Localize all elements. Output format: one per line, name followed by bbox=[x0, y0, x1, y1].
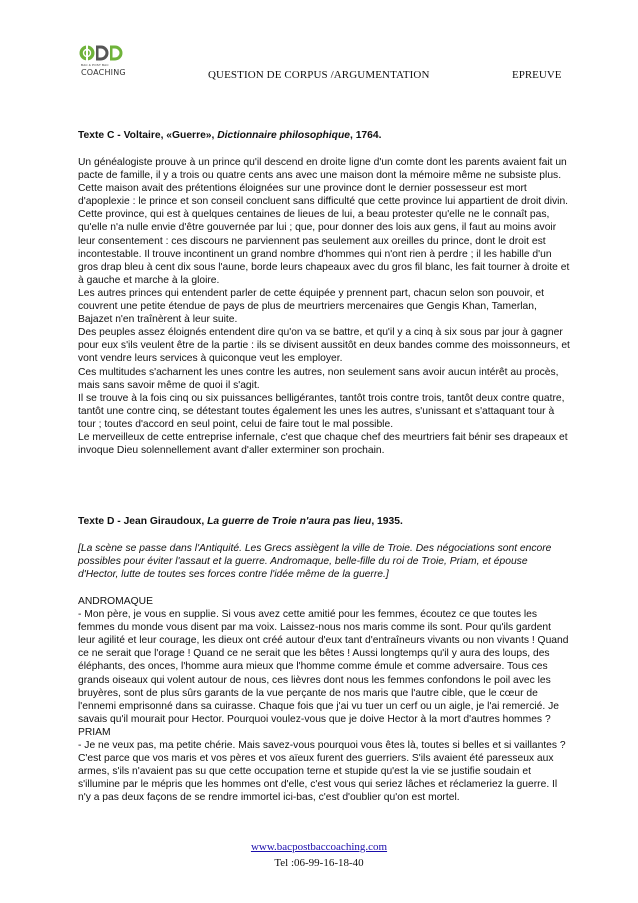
texte-c-paragraph: Les autres princes qui entendent parler de cette équipée y prennent part, chacun selon son pouvoir, et couvrent une petite étendue de pays de plus de meurtriers mercenaires que Gengis Khan, Tamerlan, Bajazet n'en traînèrent à leur suite. bbox=[78, 287, 544, 326]
texte-c-paragraph: Un généalogiste prouve à un prince qu'il descend en droite ligne d'un comte dont les parents avaient fait un pacte de famille, il y a trois ou quatre cents ans avec une maison dont la mémoire même ne subsiste plus. Cette maison avait des prétentions éloignées sur une province dont le dernier possesseur est mort d'apoplexie : le prince et son conseil concluent sans difficulté que cette province lui appartient de droit divin. Cette province, qui est à quelques centaines de lieues de lui, a beau protester qu'elle ne le connaît pas, qu'elle n'a nulle envie d'être gouvernée par lui ; que, pour donner des lois aux gens, il faut au moins avoir leur consentement : ces discours ne parviennent pas seulement aux oreilles du prince, dont le droit est incontestable. Il trouve incontinent un grand nombre d'hommes qui n'ont rien à perdre ; il les habille d'un gros drap bleu à cent dix sous l'aune, borde leurs chapeaux avec du gros fil blanc, les fait tourner à droite et à gauche et marche à la gloire. bbox=[78, 157, 570, 286]
stage-direction-text: [La scène se passe dans l'Antiquité. Les Grecs assiègent la ville de Troie. Des négociations sont encore possibles pour éviter l'assaut et la guerre. Andromaque, belle-fille du roi de Troie, Priam, et épouse d'Hector, lutte de toutes ses forces contre l'idée même de la guerre.] bbox=[78, 543, 552, 581]
brand-logo bbox=[79, 42, 127, 78]
logo-subtitle: BAC & POST BAC bbox=[81, 63, 109, 67]
texte-c-paragraph: Le merveilleux de cette entreprise infernale, c'est que chaque chef des meurtriers fait bénir ses drapeaux et invoque Dieu solennellement avant d'aller exterminer son prochain. bbox=[78, 431, 568, 457]
logo-wordmark: COACHING bbox=[81, 68, 126, 77]
footer-website-link[interactable]: www.bacpostbaccoaching.com bbox=[250, 841, 388, 853]
texte-d-heading-year: , 1935. bbox=[371, 516, 403, 527]
texte-c-body bbox=[78, 156, 570, 457]
texte-c-heading bbox=[78, 129, 570, 142]
speech-priam: - Je ne veux pas, ma petite chérie. Mais savez-vous pourquoi vous êtes là, toutes si belles et si vaillantes ? C'est parce que vos maris et vos pères et vos aïeux furent des guerriers. S'ils avaient été paresseux aux armes, s'ils n'avaient pas su que cette occupation terne et stupide qu'est la vie se justifie soudain et s'illumine par le mépris que les hommes ont d'elle, c'est vous qui seriez lâches et réclameriez la guerre. Il n'y a pas deux façons de se rendre immortel ici-bas, c'est d'oublier qu'on est mortel. bbox=[78, 740, 566, 804]
speaker-priam: PRIAM bbox=[78, 726, 111, 738]
texte-d-heading bbox=[78, 515, 570, 528]
texte-c-paragraph: Il se trouve à la fois cinq ou six puissances belligérantes, tantôt trois contre trois, tantôt deux contre quatre, tantôt une contre cinq, se détestant toutes également les unes les autres, s'unissant et s'attaquant tour à tour ; toutes d'accord en seul point, celui de faire tout le mal possible. bbox=[78, 392, 565, 430]
header-epreuve: EPREUVE bbox=[512, 69, 562, 81]
page-title: QUESTION DE CORPUS /ARGUMENTATION bbox=[208, 69, 430, 81]
texte-c-heading-work: Dictionnaire philosophique bbox=[217, 130, 350, 141]
texte-c-heading-author: Texte C - Voltaire, «Guerre», bbox=[78, 130, 218, 141]
texte-d-dialogue bbox=[78, 595, 570, 805]
texte-d-heading-author: Texte D - Jean Giraudoux, bbox=[78, 516, 208, 527]
texte-d-stage-direction bbox=[78, 542, 570, 581]
speech-andromaque: - Mon père, je vous en supplie. Si vous avez cette amitié pour les femmes, écoutez ce que toutes les femmes du monde vous disent par ma voix. Laissez-nous nos maris comme ils sont. Pour qu'ils gardent leur agilité et leur courage, les dieux ont créé autour d'eux tant d'entraîneurs vivants ou non vivants ! Quand ce ne serait que l'orage ! Quand ce ne serait que les bêtes ! Aussi longtemps qu'il y aura des loups, des éléphants, des onces, l'homme aura mieux que l'homme comme émule et comme adversaire. Tous ces grands oiseaux qui volent autour de nous, ces lièvres dont nous les femmes confondons le poil avec les bruyères, sont de plus sûrs garants de la vue perçante de nos maris que l'autre cible, que le cœur de l'ennemi emprisonné dans sa cuirasse. Chaque fois que j'ai vu tuer un cerf ou un aigle, je l'ai remercié. Je savais qu'il mourait pour Hector. Pourquoi voulez-vous que je doive Hector à la mort d'autres hommes ? bbox=[78, 609, 569, 725]
speaker-andromaque: ANDROMAQUE bbox=[78, 596, 153, 607]
texte-d-heading-work: La guerre de Troie n'aura pas lieu bbox=[207, 516, 372, 527]
texte-c-heading-year: , 1764. bbox=[349, 130, 382, 141]
footer-telephone: Tel :06-99-16-18-40 bbox=[274, 857, 364, 869]
texte-c-paragraph: Ces multitudes s'acharnent les unes contre les autres, non seulement sans avoir aucun intérêt au procès, mais sans savoir même de quoi il s'agit. bbox=[78, 366, 559, 391]
texte-c-paragraph: Des peuples assez éloignés entendent dire qu'on va se battre, et qu'il y a cinq à six sous par jour à gagner pour eux s'ils veulent être de la partie : ils se divisent aussitôt en deux bandes comme des moissonneurs, et vont vendre leurs services à quiconque veut les employer. bbox=[78, 327, 570, 365]
